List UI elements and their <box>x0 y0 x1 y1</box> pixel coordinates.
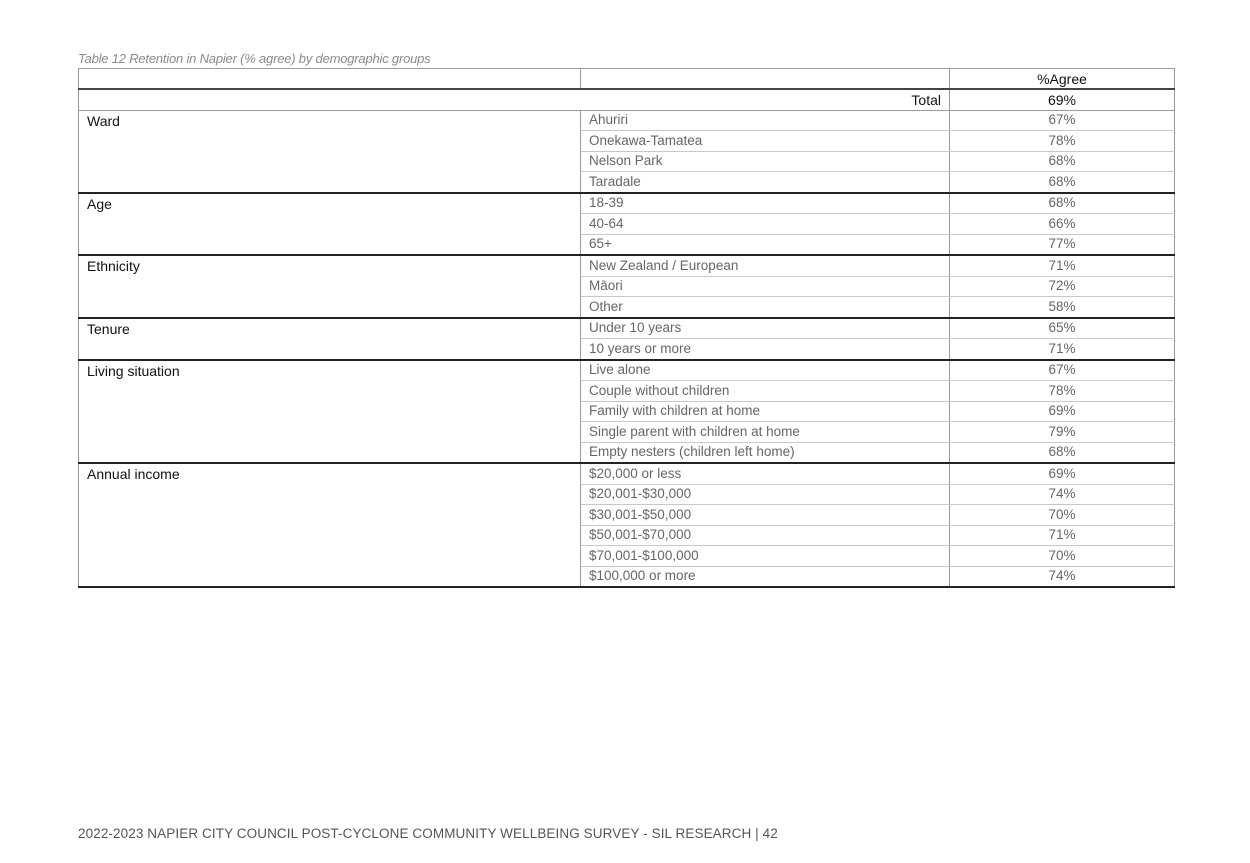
subgroup-label: Under 10 years <box>581 318 950 339</box>
agree-value: 68% <box>950 193 1175 214</box>
table-row <box>79 463 1175 484</box>
total-label: Total <box>79 89 950 110</box>
agree-value: 78% <box>950 131 1175 152</box>
group-label: Ward <box>79 110 581 193</box>
subgroup-label: 40-64 <box>581 214 950 235</box>
agree-value: 71% <box>950 255 1175 276</box>
group-label: Tenure <box>79 318 581 360</box>
agree-value: 77% <box>950 234 1175 255</box>
subgroup-label: 65+ <box>581 234 950 255</box>
agree-value: 68% <box>950 172 1175 193</box>
table-caption: Table 12 Retention in Napier (% agree) by demographic groups <box>78 51 431 66</box>
table-row <box>79 318 1175 339</box>
subgroup-label: $50,001-$70,000 <box>581 525 950 546</box>
group-label: Age <box>79 193 581 256</box>
page-footer: 2022-2023 NAPIER CITY COUNCIL POST-CYCLONE COMMUNITY WELLBEING SURVEY - SIL RESEARCH | 42 <box>78 826 778 841</box>
subgroup-label: Ahuriri <box>581 110 950 131</box>
subgroup-label: 10 years or more <box>581 339 950 360</box>
agree-value: 70% <box>950 505 1175 526</box>
subgroup-label: $100,000 or more <box>581 566 950 587</box>
agree-value: 79% <box>950 422 1175 443</box>
group-label: Annual income <box>79 463 581 587</box>
agree-value: 65% <box>950 318 1175 339</box>
subgroup-label: Other <box>581 297 950 318</box>
table-row <box>79 255 1175 276</box>
table-header-row <box>79 69 1175 90</box>
header-empty-cell-2 <box>581 69 950 90</box>
agree-value: 66% <box>950 214 1175 235</box>
retention-table <box>78 68 1175 588</box>
subgroup-label: New Zealand / European <box>581 255 950 276</box>
subgroup-label: Māori <box>581 276 950 297</box>
agree-value: 74% <box>950 484 1175 505</box>
agree-value: 58% <box>950 297 1175 318</box>
agree-value: 67% <box>950 110 1175 131</box>
subgroup-label: $20,001-$30,000 <box>581 484 950 505</box>
subgroup-label: Live alone <box>581 360 950 381</box>
table-row <box>79 360 1175 381</box>
agree-value: 69% <box>950 401 1175 422</box>
group-label: Living situation <box>79 360 581 464</box>
subgroup-label: Onekawa-Tamatea <box>581 131 950 152</box>
subgroup-label: 18-39 <box>581 193 950 214</box>
subgroup-label: $70,001-$100,000 <box>581 546 950 567</box>
subgroup-label: Taradale <box>581 172 950 193</box>
table-row <box>79 193 1175 214</box>
agree-value: 70% <box>950 546 1175 567</box>
header-empty-cell-1 <box>79 69 581 90</box>
agree-value: 68% <box>950 442 1175 463</box>
agree-value: 71% <box>950 339 1175 360</box>
agree-value: 68% <box>950 151 1175 172</box>
group-label: Ethnicity <box>79 255 581 318</box>
subgroup-label: $20,000 or less <box>581 463 950 484</box>
agree-value: 74% <box>950 566 1175 587</box>
table-row <box>79 110 1175 131</box>
total-row <box>79 89 1175 110</box>
subgroup-label: Single parent with children at home <box>581 422 950 443</box>
agree-value: 69% <box>950 463 1175 484</box>
total-value: 69% <box>950 89 1175 110</box>
subgroup-label: Empty nesters (children left home) <box>581 442 950 463</box>
subgroup-label: Nelson Park <box>581 151 950 172</box>
agree-value: 72% <box>950 276 1175 297</box>
agree-value: 78% <box>950 381 1175 402</box>
agree-value: 71% <box>950 525 1175 546</box>
subgroup-label: Couple without children <box>581 381 950 402</box>
column-header-agree: %Agree <box>950 69 1175 90</box>
table-body <box>79 69 1175 588</box>
subgroup-label: Family with children at home <box>581 401 950 422</box>
subgroup-label: $30,001-$50,000 <box>581 505 950 526</box>
agree-value: 67% <box>950 360 1175 381</box>
